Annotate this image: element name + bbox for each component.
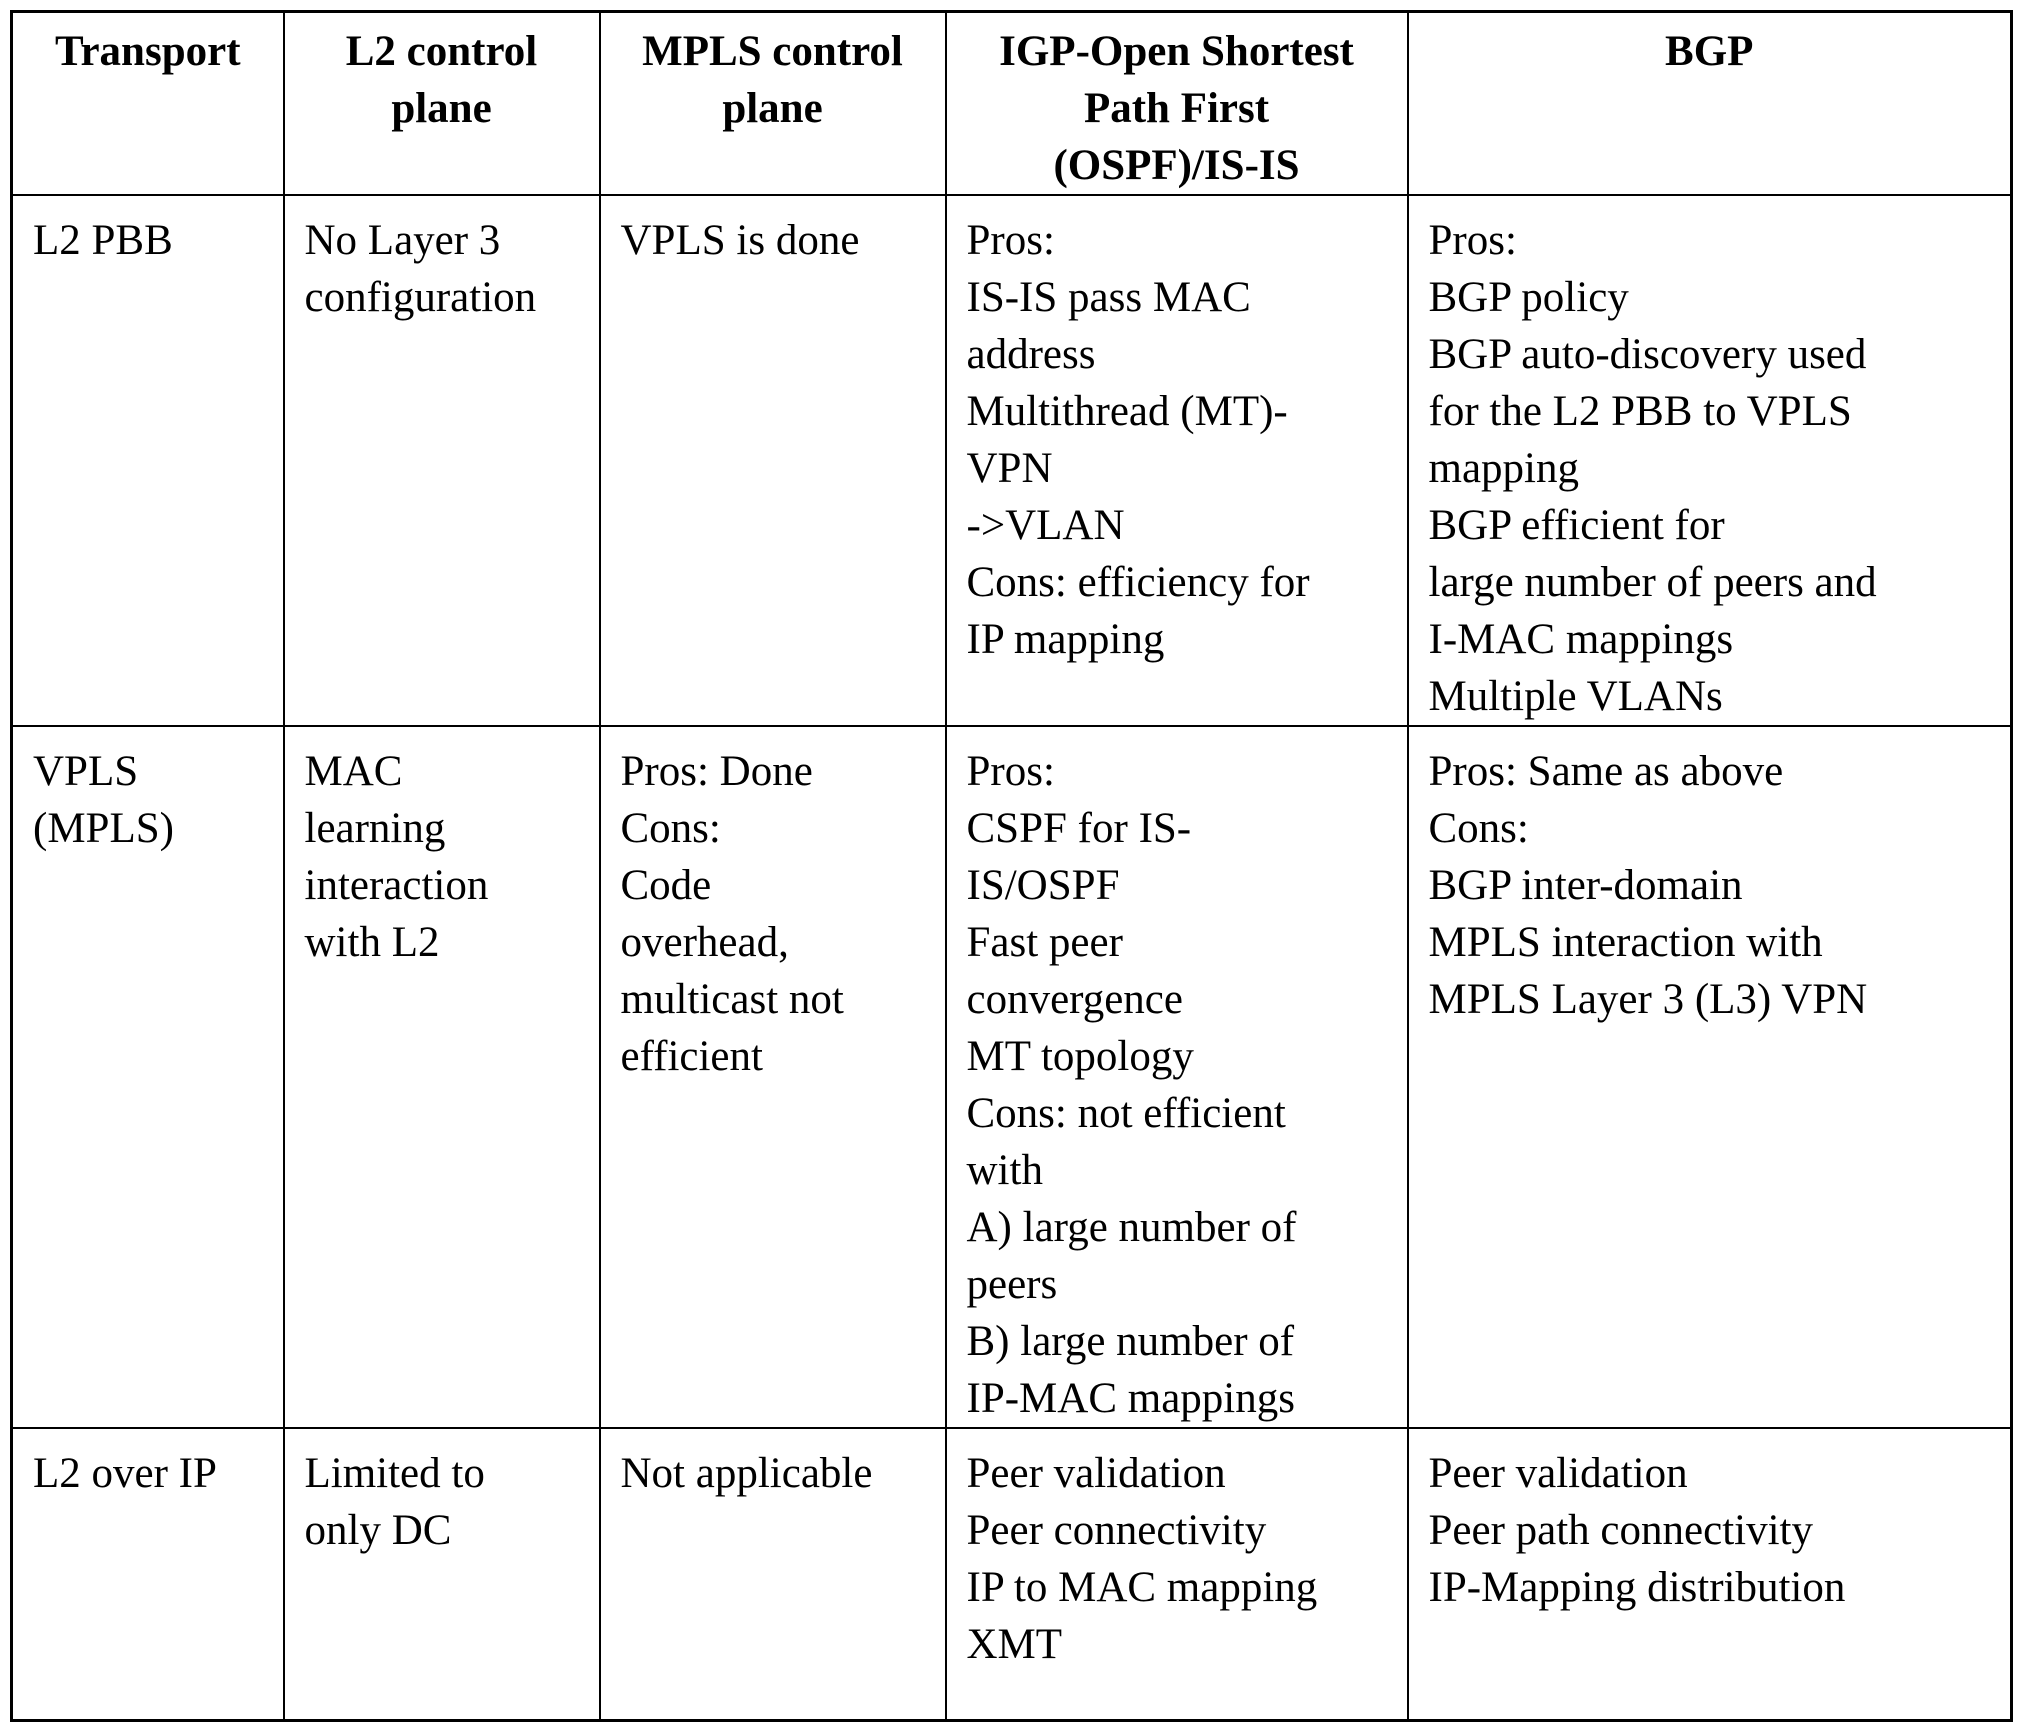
cell-transport: L2 over IP bbox=[12, 1428, 284, 1720]
cell-l2-control-plane: Limited to only DC bbox=[284, 1428, 600, 1720]
table-row bbox=[12, 195, 2012, 726]
cell-mpls-control-plane: VPLS is done bbox=[600, 195, 946, 726]
cell-bgp: Pros: BGP policy BGP auto-discovery used for the L2 PBB to VPLS mapping BGP efficient for large number of peers and I-MAC mappings Multiple VLANs bbox=[1408, 195, 2012, 726]
cell-igp: Pros: CSPF for IS- IS/OSPF Fast peer convergence MT topology Cons: not efficient with A) large number of peers B) large number of IP-MAC mappings bbox=[946, 726, 1408, 1428]
cell-transport: L2 PBB bbox=[12, 195, 284, 726]
header-igp: IGP-Open Shortest Path First (OSPF)/IS-IS bbox=[946, 12, 1408, 196]
header-mpls-control-plane: MPLS control plane bbox=[600, 12, 946, 196]
cell-mpls-control-plane: Not applicable bbox=[600, 1428, 946, 1720]
cell-bgp: Peer validation Peer path connectivity IP-Mapping distribution bbox=[1408, 1428, 2012, 1720]
cell-igp: Peer validation Peer connectivity IP to MAC mapping XMT bbox=[946, 1428, 1408, 1720]
header-transport: Transport bbox=[12, 12, 284, 196]
cell-igp: Pros: IS-IS pass MAC address Multithread (MT)- VPN ->VLAN Cons: efficiency for IP mapping bbox=[946, 195, 1408, 726]
table-row bbox=[12, 726, 2012, 1428]
cell-mpls-control-plane: Pros: Done Cons: Code overhead, multicast not efficient bbox=[600, 726, 946, 1428]
cell-l2-control-plane: No Layer 3 configuration bbox=[284, 195, 600, 726]
header-l2-control-plane: L2 control plane bbox=[284, 12, 600, 196]
cell-l2-control-plane: MAC learning interaction with L2 bbox=[284, 726, 600, 1428]
table-row bbox=[12, 1428, 2012, 1720]
header-row bbox=[12, 12, 2012, 196]
comparison-table bbox=[10, 10, 2013, 1722]
header-bgp: BGP bbox=[1408, 12, 2012, 196]
cell-bgp: Pros: Same as above Cons: BGP inter-domain MPLS interaction with MPLS Layer 3 (L3) VPN bbox=[1408, 726, 2012, 1428]
cell-transport: VPLS (MPLS) bbox=[12, 726, 284, 1428]
